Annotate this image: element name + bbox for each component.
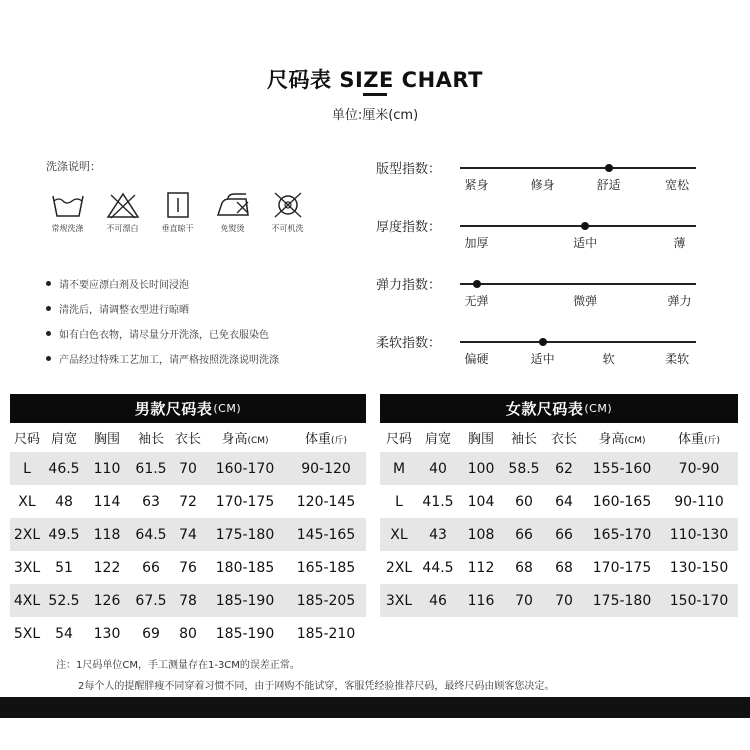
table-cell: 51: [55, 559, 73, 576]
column-header: 身高(CM): [598, 432, 646, 447]
table-row: [10, 551, 366, 584]
table-cell: 61.5: [135, 460, 167, 477]
table-row: [380, 452, 738, 485]
table-cell: 46.5: [48, 460, 80, 477]
wash-label: 常规洗涤: [51, 224, 84, 233]
wash-item: [260, 190, 315, 234]
table-cell: 44.5: [422, 559, 454, 576]
column-header: 衣长: [174, 432, 201, 447]
column-header: 袖长: [137, 432, 164, 447]
table-cell: 110-130: [669, 526, 729, 543]
index-option: 微弹: [573, 294, 598, 308]
table-cell: 5XL: [13, 625, 41, 642]
table-cell: 120-145: [296, 493, 356, 510]
table-cell: 126: [93, 592, 121, 609]
table-cell: 108: [467, 526, 495, 543]
table-cell: 64: [555, 493, 573, 510]
column-header: 身高(CM): [221, 432, 269, 447]
table-cell: 72: [179, 493, 197, 510]
table-cell: 185-190: [215, 592, 275, 609]
table-cell: L: [395, 493, 403, 510]
no-bleach-icon: [105, 190, 141, 220]
wash-note: 如有白色衣物，请尽量分开洗涤，已免衣服染色: [46, 321, 279, 346]
table-cell: 160-165: [592, 493, 652, 510]
table-cell: 150-170: [669, 592, 729, 609]
table-cell: 64.5: [135, 526, 167, 543]
wash-label: 不可机洗: [271, 224, 304, 233]
page-title: 尺码表 SIZE CHART: [267, 68, 483, 92]
table-cell: 100: [467, 460, 495, 477]
wash-note: 请不要应漂白剂及长时间浸泡: [46, 271, 279, 296]
index-option: 柔软: [665, 352, 690, 366]
index-option: 无弹: [464, 294, 489, 308]
index-level-marker: [605, 164, 613, 172]
table-cell: 4XL: [13, 592, 41, 609]
table-cell: 46: [429, 592, 447, 609]
index-option: 适中: [573, 236, 598, 250]
table-row: [380, 584, 738, 617]
table-cell: 3XL: [385, 592, 413, 609]
table-cell: 2XL: [385, 559, 413, 576]
index-option: 偏硬: [464, 352, 489, 366]
table-cell: 52.5: [48, 592, 80, 609]
bullet-icon: [46, 356, 51, 361]
table-cell: 41.5: [422, 493, 454, 510]
table-cell: 170-175: [592, 559, 652, 576]
footnote-1: 注：1尺码单位CM，手工测量存在1-3CM的误差正常。: [56, 660, 300, 671]
table-cell: 170-175: [215, 493, 275, 510]
table-cell: 66: [515, 526, 533, 543]
table-row: [10, 584, 366, 617]
table-cell: 3XL: [13, 559, 41, 576]
table-cell: L: [23, 460, 31, 477]
index-scale-line: [460, 167, 696, 169]
table-cell: 114: [93, 493, 121, 510]
table-row: [380, 485, 738, 518]
table-cell: 70-90: [678, 460, 720, 477]
index-level-marker: [539, 338, 547, 346]
wash-note: 产品经过特殊工艺加工，请严格按照洗涤说明洗涤: [46, 346, 279, 371]
table-row: [10, 485, 366, 518]
column-header: 体重(斤): [677, 432, 721, 447]
table-cell: 68: [555, 559, 573, 576]
index-scale-line: [460, 283, 696, 285]
table-column-header: [380, 423, 738, 452]
table-cell: 155-160: [592, 460, 652, 477]
table-cell: M: [392, 460, 406, 477]
table-cell: 68: [515, 559, 533, 576]
table-cell: 67.5: [135, 592, 167, 609]
wash-note: 清洗后，请调整衣型进行晾晒: [46, 296, 279, 321]
table-cell: 185-205: [296, 592, 356, 609]
table-cell: 62: [555, 460, 573, 477]
table-cell: 66: [142, 559, 160, 576]
column-header: 胸围: [93, 432, 120, 447]
column-header: 体重(斤): [304, 432, 348, 447]
table-cell: 90-110: [674, 493, 724, 510]
table-cell: 165-170: [592, 526, 652, 543]
table-cell: 110: [93, 460, 121, 477]
table-cell: 60: [515, 493, 533, 510]
wash-icons-row: [40, 190, 315, 234]
bottom-bar: [0, 697, 750, 718]
index-option: 舒适: [596, 178, 621, 192]
table-cell: XL: [390, 526, 408, 543]
table-cell: 90-120: [301, 460, 351, 477]
index-level-marker: [581, 222, 589, 230]
wash-item: [150, 190, 205, 234]
column-header: 肩宽: [424, 432, 451, 447]
table-cell: 49.5: [48, 526, 80, 543]
women-table-header: 女款尺码表 (CM): [380, 394, 738, 423]
column-header: 胸围: [467, 432, 494, 447]
table-cell: 112: [467, 559, 495, 576]
table-row: [10, 518, 366, 551]
table-cell: 165-185: [296, 559, 356, 576]
table-cell: 43: [429, 526, 447, 543]
table-cell: 130: [93, 625, 121, 642]
table-cell: 66: [555, 526, 573, 543]
table-cell: 122: [93, 559, 121, 576]
unit-label: 单位:厘米(cm): [331, 108, 419, 123]
index-scale-line: [460, 225, 696, 227]
wash-label: 免熨烫: [220, 224, 245, 233]
wash-label: 不可漂白: [106, 224, 139, 233]
footnote-2: 2每个人的提醒胖瘦不同穿着习惯不同，由于网购不能试穿，客服凭经验推荐尺码，最终尺码由顾客您决定。: [78, 681, 555, 692]
table-cell: 185-210: [296, 625, 356, 642]
wash-tub-icon: [50, 190, 86, 220]
table-cell: 175-180: [215, 526, 275, 543]
table-column-header: [10, 423, 366, 452]
table-cell: 54: [55, 625, 73, 642]
index-label: 弹力指数：: [376, 278, 442, 293]
no-iron-icon: [215, 190, 251, 220]
hang-dry-icon: [160, 190, 196, 220]
index-option: 适中: [530, 352, 555, 366]
table-cell: 118: [93, 526, 121, 543]
column-header: 衣长: [550, 432, 577, 447]
table-row: [10, 452, 366, 485]
index-label: 厚度指数：: [376, 220, 442, 235]
index-scale-line: [460, 341, 696, 343]
table-cell: 160-170: [215, 460, 275, 477]
no-machine-wash-icon: [270, 190, 306, 220]
table-cell: 70: [179, 460, 197, 477]
bullet-icon: [46, 281, 51, 286]
table-cell: 69: [142, 625, 160, 642]
table-row: [380, 518, 738, 551]
table-cell: 145-165: [296, 526, 356, 543]
index-option: 修身: [530, 178, 555, 192]
wash-item: [40, 190, 95, 234]
men-size-table: [10, 394, 366, 650]
table-cell: 104: [467, 493, 495, 510]
table-cell: 130-150: [669, 559, 729, 576]
table-cell: 58.5: [508, 460, 540, 477]
table-cell: 116: [467, 592, 495, 609]
table-cell: 48: [55, 493, 73, 510]
index-option: 薄: [673, 236, 686, 250]
column-header: 肩宽: [50, 432, 77, 447]
table-row: [380, 551, 738, 584]
table-cell: 76: [179, 559, 197, 576]
women-size-table: [380, 394, 738, 617]
table-cell: 63: [142, 493, 160, 510]
index-level-marker: [473, 280, 481, 288]
wash-instructions-title: 洗涤说明：: [46, 160, 101, 173]
bullet-icon: [46, 331, 51, 336]
wash-item: [205, 190, 260, 234]
table-cell: 78: [179, 592, 197, 609]
index-option: 加厚: [464, 236, 489, 250]
index-option: 紧身: [464, 178, 489, 192]
index-label: 柔软指数：: [376, 336, 442, 351]
table-cell: 70: [555, 592, 573, 609]
men-table-header: 男款尺码表 (CM): [10, 394, 366, 423]
index-option: 软: [602, 352, 615, 366]
column-header: 尺码: [385, 432, 412, 447]
table-cell: 185-190: [215, 625, 275, 642]
table-cell: 2XL: [13, 526, 41, 543]
wash-label: 垂直晾干: [161, 224, 194, 233]
table-cell: 40: [429, 460, 447, 477]
table-cell: 70: [515, 592, 533, 609]
wash-notes: [46, 271, 279, 371]
index-option: 宽松: [665, 178, 690, 192]
index-label: 版型指数：: [376, 162, 442, 177]
table-cell: 74: [179, 526, 197, 543]
table-cell: 80: [179, 625, 197, 642]
column-header: 尺码: [13, 432, 40, 447]
column-header: 袖长: [510, 432, 537, 447]
bullet-icon: [46, 306, 51, 311]
index-option: 弹力: [667, 294, 692, 308]
table-cell: XL: [18, 493, 36, 510]
table-cell: 180-185: [215, 559, 275, 576]
table-row: [10, 617, 366, 650]
title-underline: [363, 93, 387, 96]
wash-item: [95, 190, 150, 234]
table-cell: 175-180: [592, 592, 652, 609]
